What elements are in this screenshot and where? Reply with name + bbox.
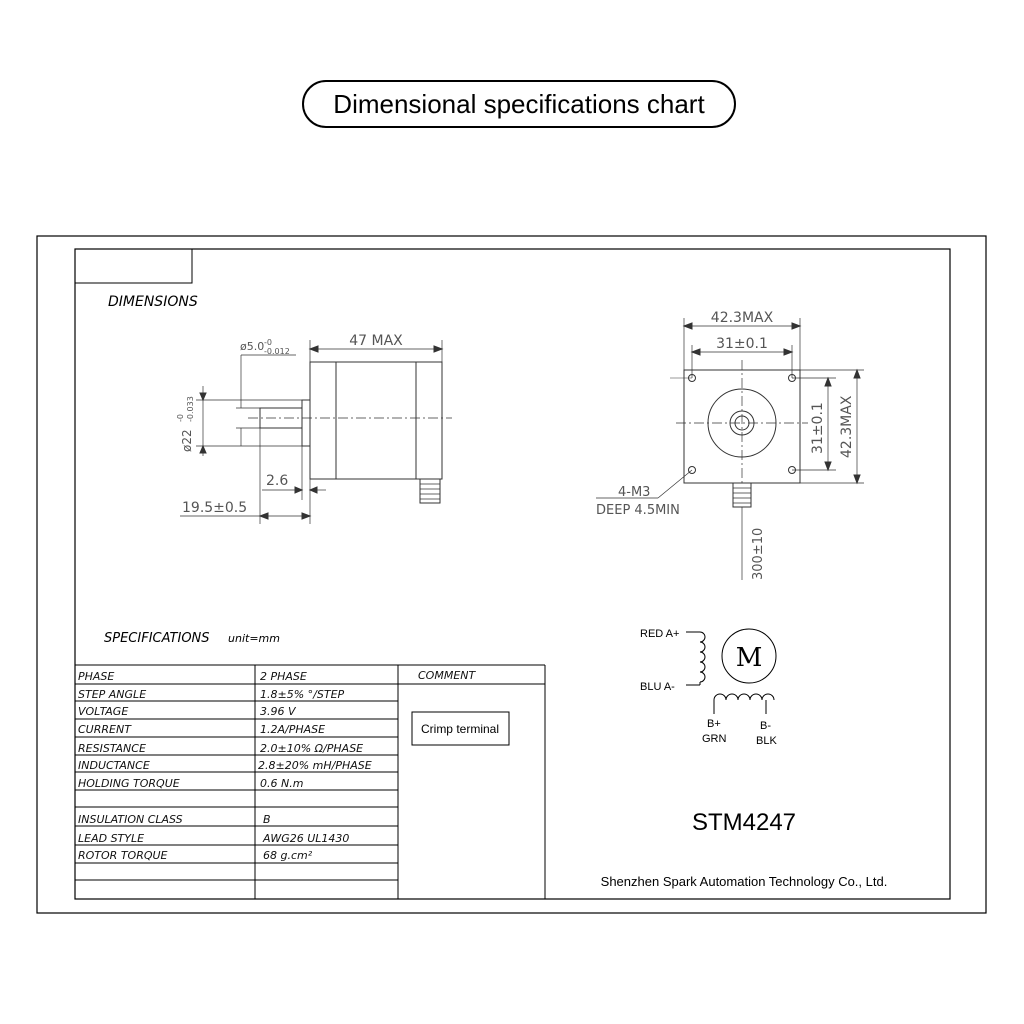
- lead-length-dimension: 300±10: [751, 527, 766, 580]
- hole-spacing-vertical-dimension: 31±0.1: [810, 402, 826, 454]
- spec-label: RESISTANCE: [78, 742, 146, 755]
- outer-frame: [37, 236, 986, 913]
- page-title: Dimensional specifications chart: [302, 80, 736, 128]
- width-max-dimension: 42.3MAX: [710, 310, 774, 326]
- motor-symbol: M: [735, 643, 763, 673]
- wire-grn-label: GRN: [702, 733, 727, 745]
- spec-value: 0.6 N.m: [260, 777, 304, 790]
- spec-value: B: [263, 813, 271, 826]
- boss-tol-lower: -0.033: [186, 396, 195, 422]
- wire-blu-label: BLU A-: [640, 681, 675, 693]
- spec-label: PHASE: [78, 670, 115, 683]
- spec-value: AWG26 UL1430: [263, 832, 350, 845]
- title-block-corner: [75, 249, 192, 283]
- spec-label: ROTOR TORQUE: [78, 849, 168, 862]
- height-max-dimension: 42.3MAX: [839, 395, 855, 458]
- wire-b-minus-label: B-: [760, 720, 771, 732]
- motor-body-side: [310, 362, 442, 479]
- spec-value: 68 g.cm²: [263, 849, 313, 862]
- spec-value: 2.0±10% Ω/PHASE: [260, 742, 364, 755]
- dimensions-heading: DIMENSIONS: [108, 294, 198, 310]
- spec-value: 1.2A/PHASE: [260, 723, 326, 736]
- shaft-length-dimension: 19.5±0.5: [182, 500, 248, 516]
- hole-spacing-dimension: 31±0.1: [716, 336, 768, 352]
- wire-blk-label: BLK: [756, 735, 777, 747]
- boss-diameter-dimension: ø22: [180, 429, 194, 452]
- boss-height-dimension: 2.6: [266, 473, 289, 489]
- spec-label: INDUCTANCE: [78, 759, 150, 772]
- shaft-tol-lower: -0.012: [264, 347, 290, 356]
- spec-value: 2 PHASE: [260, 670, 307, 683]
- wire-red-label: RED A+: [640, 628, 680, 640]
- spec-value: 3.96 V: [260, 705, 296, 718]
- inner-frame: [75, 249, 950, 899]
- shaft-diameter-dimension: ø5.0: [240, 340, 265, 353]
- company-name: Shenzhen Spark Automation Technology Co., Ltd.: [600, 874, 888, 889]
- boss: [302, 400, 310, 446]
- spec-label: INSULATION CLASS: [78, 813, 183, 826]
- comment-header: COMMENT: [418, 669, 476, 682]
- specifications-heading: SPECIFICATIONS: [104, 631, 210, 646]
- wire-b-plus-label: B+: [707, 718, 721, 730]
- wiring-diagram: [686, 629, 776, 714]
- spec-label: HOLDING TORQUE: [78, 777, 180, 790]
- specs-rows: [78, 670, 372, 862]
- spec-label: VOLTAGE: [78, 705, 129, 718]
- mount-hole-label: 4-M3: [618, 485, 651, 500]
- model-number: STM4247: [691, 809, 797, 836]
- coil-b: [714, 694, 774, 700]
- boss-tol-upper: -0: [176, 414, 185, 422]
- comment-box-text: Crimp terminal: [420, 722, 500, 736]
- shaft-tol-upper: -0: [264, 338, 272, 347]
- spec-label: LEAD STYLE: [78, 832, 145, 845]
- spec-label: CURRENT: [78, 723, 131, 736]
- spec-value: 1.8±5% °/STEP: [260, 688, 345, 701]
- mount-depth-label: DEEP 4.5MIN: [596, 503, 680, 518]
- length-dimension: 47 MAX: [349, 333, 403, 349]
- unit-note: unit=mm: [228, 632, 280, 645]
- side-view: [180, 340, 452, 524]
- spec-value: 2.8±20% mH/PHASE: [258, 759, 372, 772]
- spec-label: STEP ANGLE: [78, 688, 147, 701]
- coil-a: [700, 632, 705, 682]
